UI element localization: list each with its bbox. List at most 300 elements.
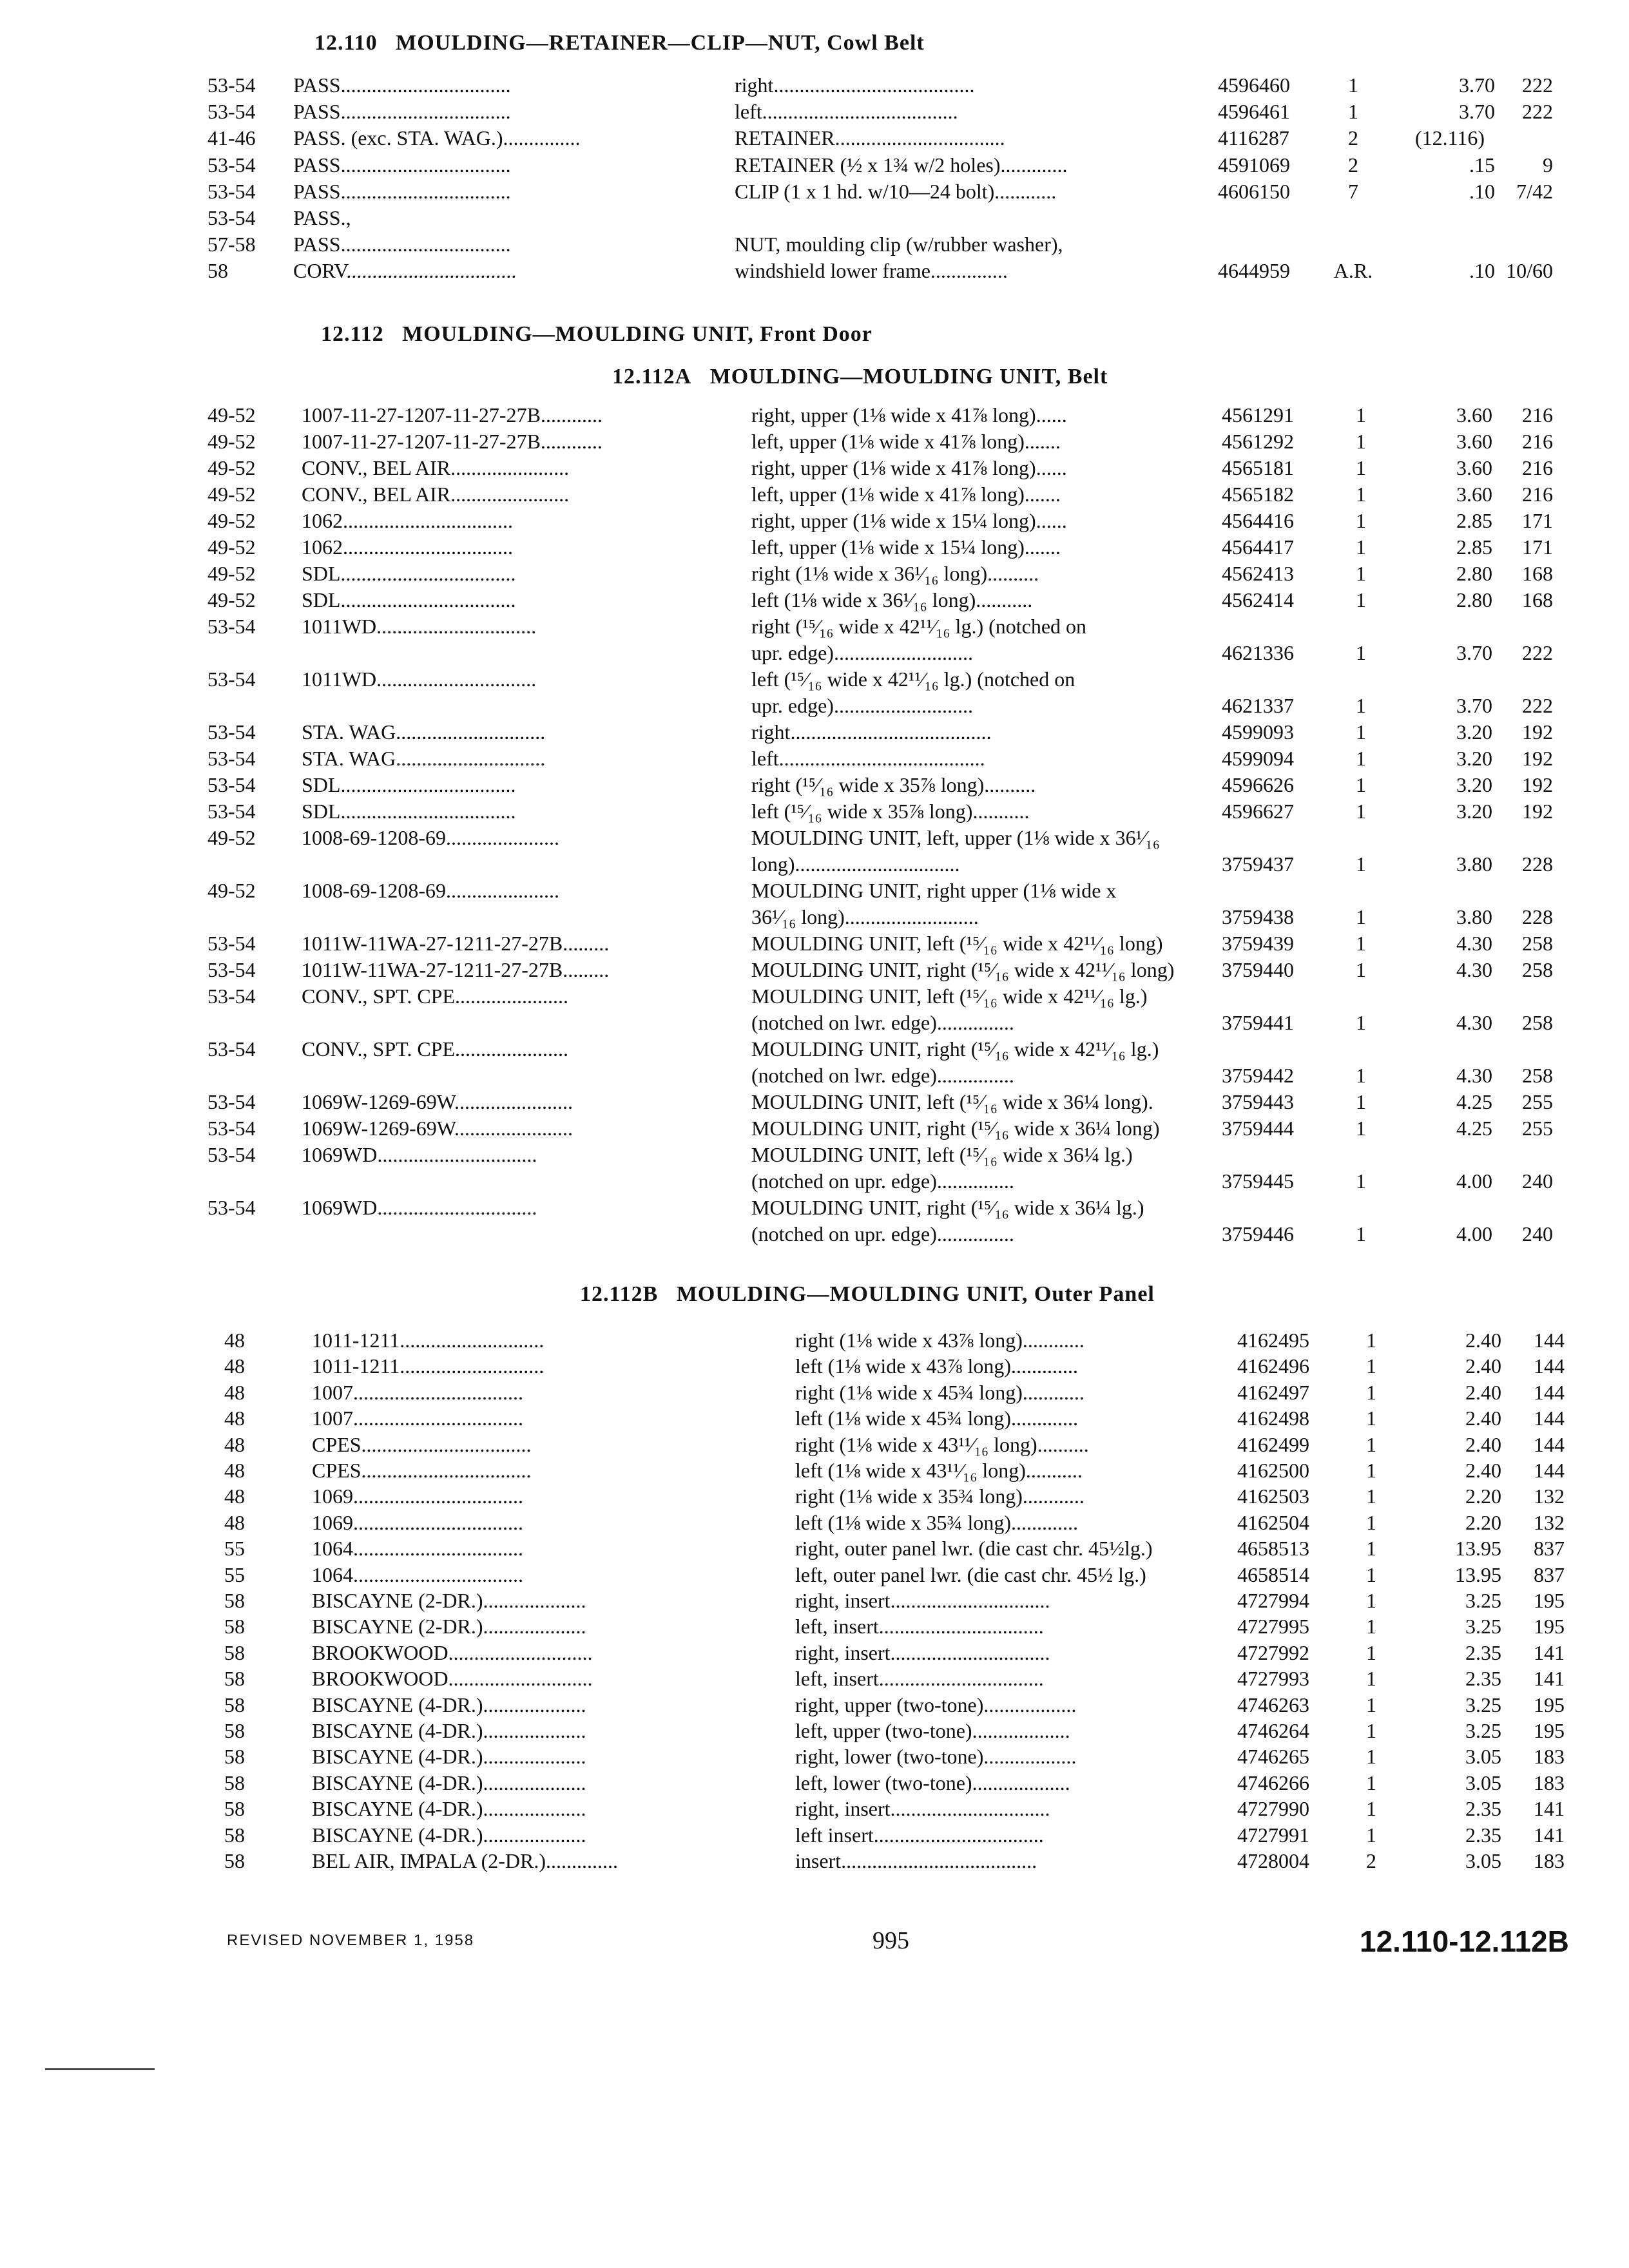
table-row bbox=[0, 1821, 1629, 1849]
body-model: CONV., SPT. CPE...................... bbox=[302, 985, 568, 1008]
quantity: 1 bbox=[1356, 483, 1366, 506]
list-price: 3.20 bbox=[1456, 720, 1492, 744]
part-number: 4621336 bbox=[1222, 641, 1294, 664]
part-description: RETAINER (½ x 1¾ w/2 holes)............. bbox=[735, 153, 1068, 177]
part-description: left (¹⁵⁄₁₆ wide x 42¹¹⁄₁₆ lg.) (notched on bbox=[751, 668, 1075, 691]
quantity: 1 bbox=[1366, 1745, 1376, 1769]
table-row bbox=[0, 1534, 1629, 1562]
table-row bbox=[0, 876, 1629, 905]
model-year: 53-54 bbox=[207, 1117, 256, 1140]
model-year: 53-54 bbox=[207, 1196, 256, 1219]
part-description: right, upper (1⅛ wide x 41⅞ long)...... bbox=[751, 403, 1067, 427]
list-price: 3.60 bbox=[1456, 403, 1492, 427]
table-row bbox=[0, 612, 1629, 640]
part-description: (notched on upr. edge)............... bbox=[751, 1169, 1014, 1193]
body-model: BROOKWOOD............................ bbox=[312, 1667, 593, 1691]
list-price: 2.20 bbox=[1465, 1510, 1501, 1534]
part-description: right (¹⁵⁄₁₆ wide x 42¹¹⁄₁₆ lg.) (notched on bbox=[751, 615, 1087, 638]
part-number: 3759441 bbox=[1222, 1011, 1294, 1034]
part-description: (notched on upr. edge)............... bbox=[751, 1222, 1014, 1245]
table-row bbox=[0, 1140, 1629, 1169]
model-year: 53-54 bbox=[207, 100, 256, 124]
body-model: CONV., BEL AIR....................... bbox=[302, 456, 570, 479]
list-price: 4.30 bbox=[1456, 1011, 1492, 1034]
package-price: 183 bbox=[1534, 1745, 1565, 1769]
quantity: 1 bbox=[1356, 1117, 1366, 1140]
quantity: 2 bbox=[1366, 1849, 1376, 1872]
table-row bbox=[0, 1378, 1629, 1407]
body-model: PASS................................. bbox=[293, 100, 511, 124]
model-year: 58 bbox=[224, 1823, 245, 1847]
package-price: 228 bbox=[1522, 852, 1553, 876]
part-description: (notched on lwr. edge)............... bbox=[751, 1011, 1014, 1034]
part-description: right, insert............................... bbox=[795, 1640, 1050, 1664]
quantity: 1 bbox=[1356, 1011, 1366, 1034]
model-year: 53-54 bbox=[207, 773, 256, 796]
part-number: 3759444 bbox=[1222, 1117, 1294, 1140]
body-model: 1008-69-1208-69...................... bbox=[302, 826, 559, 849]
body-model: PASS................................. bbox=[293, 153, 511, 177]
body-model: PASS................................. bbox=[293, 179, 511, 203]
page-footer bbox=[0, 1927, 1629, 1965]
table-row bbox=[0, 1008, 1629, 1037]
body-model: 1011WD............................... bbox=[302, 668, 537, 691]
quantity: 2 bbox=[1348, 153, 1358, 177]
list-price: 3.70 bbox=[1459, 73, 1495, 97]
table-row bbox=[0, 1167, 1629, 1195]
list-price: 2.40 bbox=[1465, 1380, 1501, 1404]
package-price: 171 bbox=[1522, 509, 1553, 532]
package-price: 168 bbox=[1522, 588, 1553, 611]
model-year: 48 bbox=[224, 1354, 245, 1378]
body-model: 1011W-11WA-27-1211-27-27B......... bbox=[302, 932, 610, 955]
list-price: 2.35 bbox=[1465, 1640, 1501, 1664]
quantity: 7 bbox=[1348, 179, 1358, 203]
body-model: PASS., bbox=[293, 206, 351, 229]
table-row bbox=[0, 533, 1629, 561]
table-row bbox=[0, 1664, 1629, 1693]
body-model: BISCAYNE (2-DR.).................... bbox=[312, 1589, 586, 1612]
table-row bbox=[0, 1220, 1629, 1248]
package-price: 144 bbox=[1534, 1407, 1565, 1430]
quantity: 1 bbox=[1356, 1222, 1366, 1245]
part-description: MOULDING UNIT, left (¹⁵⁄₁₆ wide x 42¹¹⁄₁₆ long) bbox=[751, 932, 1163, 955]
package-price: 195 bbox=[1534, 1589, 1565, 1612]
table-row bbox=[0, 97, 1629, 126]
body-model: 1007................................. bbox=[312, 1380, 523, 1404]
package-price: 240 bbox=[1522, 1222, 1553, 1245]
body-model: CPES................................. bbox=[312, 1459, 532, 1482]
part-description: right (1⅛ wide x 43¹¹⁄₁₆ long).......... bbox=[795, 1432, 1089, 1456]
table-row bbox=[0, 1088, 1629, 1116]
table-row bbox=[0, 1794, 1629, 1823]
part-number: 3759446 bbox=[1222, 1222, 1294, 1245]
scan-mark bbox=[45, 2068, 155, 2070]
section-title: MOULDING—RETAINER—CLIP—NUT, Cowl Belt bbox=[396, 31, 925, 55]
part-number: 4746264 bbox=[1237, 1719, 1309, 1742]
part-number: 4746266 bbox=[1237, 1771, 1309, 1794]
body-model: SDL.................................. bbox=[302, 800, 516, 823]
package-price: 240 bbox=[1522, 1169, 1553, 1193]
list-price: 4.30 bbox=[1456, 958, 1492, 981]
table-row bbox=[0, 177, 1629, 206]
list-price: 4.30 bbox=[1456, 1064, 1492, 1087]
table-row bbox=[0, 1430, 1629, 1459]
package-price: 132 bbox=[1534, 1510, 1565, 1534]
table-row bbox=[0, 124, 1629, 152]
table-row bbox=[0, 1114, 1629, 1142]
part-number: 4746265 bbox=[1237, 1745, 1309, 1769]
list-price: 3.25 bbox=[1465, 1589, 1501, 1612]
table-row bbox=[0, 1482, 1629, 1510]
table-row bbox=[0, 929, 1629, 957]
section-title: MOULDING—MOULDING UNIT, Belt bbox=[709, 365, 1108, 389]
part-description: MOULDING UNIT, right (¹⁵⁄₁₆ wide x 42¹¹⁄₁₆ lg.) bbox=[751, 1037, 1159, 1061]
body-model: 1062................................. bbox=[302, 535, 513, 559]
model-year: 53-54 bbox=[207, 1143, 256, 1166]
part-description: right (¹⁵⁄₁₆ wide x 35⅞ long).......... bbox=[751, 773, 1036, 796]
body-model: 1069W-1269-69W....................... bbox=[302, 1090, 574, 1113]
part-number: 4644959 bbox=[1218, 259, 1290, 283]
package-price: 192 bbox=[1522, 720, 1553, 744]
quantity: 1 bbox=[1366, 1640, 1376, 1664]
part-description: long)................................ bbox=[751, 852, 960, 876]
package-price: 141 bbox=[1534, 1823, 1565, 1847]
model-year: 49-52 bbox=[207, 483, 256, 506]
body-model: SDL.................................. bbox=[302, 773, 516, 796]
part-description: right (1⅛ wide x 45¾ long)............ bbox=[795, 1380, 1084, 1404]
quantity: 1 bbox=[1356, 1169, 1366, 1193]
model-year: 58 bbox=[207, 259, 228, 283]
model-year: 57-58 bbox=[207, 233, 256, 256]
part-number: 4596461 bbox=[1218, 100, 1290, 124]
body-model: 1064................................. bbox=[312, 1537, 523, 1561]
body-model: BISCAYNE (4-DR.).................... bbox=[312, 1823, 586, 1847]
model-year: 58 bbox=[224, 1589, 245, 1612]
part-number: 4658513 bbox=[1237, 1537, 1309, 1561]
list-price: 2.80 bbox=[1456, 588, 1492, 611]
model-year: 48 bbox=[224, 1380, 245, 1404]
body-model: SDL.................................. bbox=[302, 588, 516, 611]
list-price: 2.20 bbox=[1465, 1485, 1501, 1508]
package-price: 258 bbox=[1522, 958, 1553, 981]
part-description: left, upper (1⅛ wide x 41⅞ long)....... bbox=[751, 483, 1061, 506]
model-year: 53-54 bbox=[207, 615, 256, 638]
body-model: PASS................................. bbox=[293, 233, 511, 256]
table-row bbox=[0, 1639, 1629, 1667]
part-description: MOULDING UNIT, right (¹⁵⁄₁₆ wide x 36¼ lg.) bbox=[751, 1196, 1144, 1219]
part-description: MOULDING UNIT, right (¹⁵⁄₁₆ wide x 42¹¹⁄₁₆ long) bbox=[751, 958, 1175, 981]
model-year: 53-54 bbox=[207, 720, 256, 744]
quantity: 1 bbox=[1356, 720, 1366, 744]
part-description: right, outer panel lwr. (die cast chr. 45½lg.) bbox=[795, 1537, 1153, 1561]
part-number: 4162498 bbox=[1237, 1407, 1309, 1430]
quantity: A.R. bbox=[1333, 259, 1373, 283]
list-price: 3.20 bbox=[1456, 747, 1492, 770]
model-year: 53-54 bbox=[207, 73, 256, 97]
package-price: 216 bbox=[1522, 456, 1553, 479]
table-row bbox=[0, 1561, 1629, 1589]
part-number: 4606150 bbox=[1218, 179, 1290, 203]
quantity: 1 bbox=[1356, 905, 1366, 928]
part-description: RETAINER................................. bbox=[735, 126, 1005, 150]
list-price: .10 bbox=[1469, 259, 1495, 283]
quantity: 1 bbox=[1366, 1562, 1376, 1586]
body-model: 1011WD............................... bbox=[302, 615, 537, 638]
table-row bbox=[0, 230, 1629, 258]
quantity: 1 bbox=[1366, 1510, 1376, 1534]
package-price: 144 bbox=[1534, 1459, 1565, 1482]
part-number: 4746263 bbox=[1237, 1693, 1309, 1716]
body-model: 1011-1211............................ bbox=[312, 1329, 545, 1352]
part-number: 4727991 bbox=[1237, 1823, 1309, 1847]
list-price: 3.70 bbox=[1456, 641, 1492, 664]
quantity: 1 bbox=[1356, 403, 1366, 427]
list-price: 13.95 bbox=[1455, 1537, 1501, 1561]
list-price: 3.60 bbox=[1456, 483, 1492, 506]
list-price: 13.95 bbox=[1455, 1562, 1501, 1586]
quantity: 1 bbox=[1366, 1380, 1376, 1404]
model-year: 58 bbox=[224, 1667, 245, 1691]
table-row bbox=[0, 151, 1629, 179]
part-description: left (1⅛ wide x 35¾ long)............. bbox=[795, 1510, 1079, 1534]
table-row bbox=[0, 903, 1629, 931]
list-price: .10 bbox=[1469, 179, 1495, 203]
table-row bbox=[0, 506, 1629, 535]
body-model: BISCAYNE (4-DR.).................... bbox=[312, 1797, 586, 1821]
list-price: 3.05 bbox=[1465, 1745, 1501, 1769]
model-year: 48 bbox=[224, 1510, 245, 1534]
part-description: 36¹⁄₁₆ long).......................... bbox=[751, 905, 979, 928]
quantity: 1 bbox=[1356, 641, 1366, 664]
list-price: 3.80 bbox=[1456, 905, 1492, 928]
list-price: (12.116) bbox=[1414, 126, 1485, 150]
model-year: 49-52 bbox=[207, 562, 256, 585]
table-row bbox=[0, 1847, 1629, 1875]
table-row bbox=[0, 586, 1629, 614]
table-row bbox=[0, 956, 1629, 984]
part-description: right, insert............................... bbox=[795, 1797, 1050, 1821]
part-description: MOULDING UNIT, left, upper (1⅛ wide x 36¹⁄₁₆ bbox=[751, 826, 1160, 849]
table-row bbox=[0, 639, 1629, 667]
package-price: 837 bbox=[1534, 1562, 1565, 1586]
quantity: 1 bbox=[1356, 562, 1366, 585]
quantity: 1 bbox=[1356, 509, 1366, 532]
page-number: 995 bbox=[872, 1927, 909, 1954]
model-year: 53-54 bbox=[207, 179, 256, 203]
table-row bbox=[0, 1404, 1629, 1432]
part-description: left, lower (two-tone)................... bbox=[795, 1771, 1070, 1794]
part-number: 4658514 bbox=[1237, 1562, 1309, 1586]
model-year: 49-52 bbox=[207, 879, 256, 902]
model-year: 53-54 bbox=[207, 206, 256, 229]
table-row bbox=[0, 1035, 1629, 1063]
quantity: 1 bbox=[1356, 1064, 1366, 1087]
part-number: 4727993 bbox=[1237, 1667, 1309, 1691]
part-description: left, upper (two-tone)................... bbox=[795, 1719, 1070, 1742]
body-model: CONV., BEL AIR....................... bbox=[302, 483, 570, 506]
list-price: 3.25 bbox=[1465, 1615, 1501, 1639]
body-model: 1007-11-27-1207-11-27-27B............ bbox=[302, 430, 602, 453]
part-description: upr. edge)........................... bbox=[751, 641, 973, 664]
model-year: 49-52 bbox=[207, 588, 256, 611]
part-description: right, insert............................... bbox=[795, 1589, 1050, 1612]
list-price: 4.00 bbox=[1456, 1222, 1492, 1245]
list-price: 4.25 bbox=[1456, 1117, 1492, 1140]
table-row bbox=[0, 1193, 1629, 1222]
table-row bbox=[0, 1769, 1629, 1797]
part-number: 4727995 bbox=[1237, 1615, 1309, 1639]
table-row bbox=[0, 665, 1629, 693]
model-year: 48 bbox=[224, 1432, 245, 1456]
model-year: 53-54 bbox=[207, 153, 256, 177]
list-price: 3.20 bbox=[1456, 800, 1492, 823]
package-price: 255 bbox=[1522, 1117, 1553, 1140]
package-price: 222 bbox=[1522, 641, 1553, 664]
part-number: 4621337 bbox=[1222, 694, 1294, 717]
part-description: windshield lower frame............... bbox=[735, 259, 1008, 283]
part-number: 4565182 bbox=[1222, 483, 1294, 506]
model-year: 53-54 bbox=[207, 985, 256, 1008]
part-description: right (1⅛ wide x 36¹⁄₁₆ long).......... bbox=[751, 562, 1039, 585]
part-number: 4596626 bbox=[1222, 773, 1294, 796]
quantity: 1 bbox=[1366, 1354, 1376, 1378]
quantity: 1 bbox=[1366, 1329, 1376, 1352]
table-row bbox=[0, 559, 1629, 588]
table-row bbox=[0, 1742, 1629, 1771]
table-row bbox=[0, 718, 1629, 746]
package-price: 216 bbox=[1522, 483, 1553, 506]
list-price: 2.85 bbox=[1456, 535, 1492, 559]
model-year: 48 bbox=[224, 1329, 245, 1352]
model-year: 58 bbox=[224, 1640, 245, 1664]
model-year: 58 bbox=[224, 1797, 245, 1821]
quantity: 1 bbox=[1366, 1771, 1376, 1794]
part-description: left (1⅛ wide x 36¹⁄₁₆ long)........... bbox=[751, 588, 1033, 611]
package-price: 195 bbox=[1534, 1719, 1565, 1742]
package-price: 258 bbox=[1522, 1011, 1553, 1034]
list-price: 2.85 bbox=[1456, 509, 1492, 532]
quantity: 1 bbox=[1366, 1693, 1376, 1716]
part-description: right, upper (1⅛ wide x 15¼ long)...... bbox=[751, 509, 1067, 532]
part-description: insert...................................... bbox=[795, 1849, 1037, 1872]
part-number: 4561292 bbox=[1222, 430, 1294, 453]
list-price: 3.60 bbox=[1456, 456, 1492, 479]
model-year: 55 bbox=[224, 1562, 245, 1586]
part-number: 3759440 bbox=[1222, 958, 1294, 981]
section-range: 12.110-12.112B bbox=[1360, 1925, 1569, 1958]
model-year: 49-52 bbox=[207, 430, 256, 453]
section-heading-12-112a bbox=[612, 365, 1108, 389]
list-price: 2.40 bbox=[1465, 1329, 1501, 1352]
part-description: MOULDING UNIT, left (¹⁵⁄₁₆ wide x 36¼ long). bbox=[751, 1090, 1153, 1113]
part-number: 4562413 bbox=[1222, 562, 1294, 585]
model-year: 53-54 bbox=[207, 800, 256, 823]
table-row bbox=[0, 771, 1629, 799]
table-row bbox=[0, 71, 1629, 99]
quantity: 1 bbox=[1356, 456, 1366, 479]
part-number: 3759439 bbox=[1222, 932, 1294, 955]
part-number: 4727994 bbox=[1237, 1589, 1309, 1612]
part-description: right....................................... bbox=[751, 720, 992, 744]
table-row bbox=[0, 982, 1629, 1010]
list-price: 3.25 bbox=[1465, 1693, 1501, 1716]
package-price: 10/60 bbox=[1506, 259, 1553, 283]
part-number: 4599093 bbox=[1222, 720, 1294, 744]
part-description: MOULDING UNIT, right upper (1⅛ wide x bbox=[751, 879, 1117, 902]
list-price: 2.40 bbox=[1465, 1407, 1501, 1430]
part-description: right, upper (1⅛ wide x 41⅞ long)...... bbox=[751, 456, 1067, 479]
section-number: 12.112A bbox=[612, 365, 692, 389]
body-model: BROOKWOOD............................ bbox=[312, 1640, 593, 1664]
part-number: 4727992 bbox=[1237, 1640, 1309, 1664]
list-price: 2.40 bbox=[1465, 1354, 1501, 1378]
quantity: 1 bbox=[1356, 588, 1366, 611]
model-year: 41-46 bbox=[207, 126, 256, 150]
section-heading-12-110 bbox=[314, 31, 925, 55]
part-description: MOULDING UNIT, right (¹⁵⁄₁₆ wide x 36¼ long) bbox=[751, 1117, 1160, 1140]
table-row bbox=[0, 744, 1629, 773]
table-row bbox=[0, 797, 1629, 825]
package-price: 216 bbox=[1522, 430, 1553, 453]
quantity: 1 bbox=[1348, 100, 1358, 124]
table-row bbox=[0, 691, 1629, 720]
part-number: 3759437 bbox=[1222, 852, 1294, 876]
body-model: PASS................................. bbox=[293, 73, 511, 97]
body-model: BISCAYNE (2-DR.).................... bbox=[312, 1615, 586, 1639]
table-row bbox=[0, 1508, 1629, 1537]
package-price: 258 bbox=[1522, 932, 1553, 955]
model-year: 48 bbox=[224, 1407, 245, 1430]
list-price: 3.25 bbox=[1465, 1719, 1501, 1742]
list-price: 2.80 bbox=[1456, 562, 1492, 585]
model-year: 58 bbox=[224, 1719, 245, 1742]
part-number: 4727990 bbox=[1237, 1797, 1309, 1821]
table-row bbox=[0, 1352, 1629, 1380]
list-price: 4.30 bbox=[1456, 932, 1492, 955]
part-number: 4162504 bbox=[1237, 1510, 1309, 1534]
body-model: 1069WD............................... bbox=[302, 1196, 537, 1219]
part-number: 4599094 bbox=[1222, 747, 1294, 770]
part-description: left (1⅛ wide x 43⅞ long)............. bbox=[795, 1354, 1079, 1378]
body-model: STA. WAG............................. bbox=[302, 720, 546, 744]
package-price: 144 bbox=[1534, 1329, 1565, 1352]
model-year: 53-54 bbox=[207, 932, 256, 955]
package-price: 141 bbox=[1534, 1797, 1565, 1821]
part-number: 3759443 bbox=[1222, 1090, 1294, 1113]
quantity: 1 bbox=[1356, 932, 1366, 955]
package-price: 258 bbox=[1522, 1064, 1553, 1087]
body-model: 1011-1211............................ bbox=[312, 1354, 545, 1378]
package-price: 141 bbox=[1534, 1667, 1565, 1691]
model-year: 53-54 bbox=[207, 1090, 256, 1113]
body-model: 1064................................. bbox=[312, 1562, 523, 1586]
body-model: BISCAYNE (4-DR.).................... bbox=[312, 1719, 586, 1742]
table-row bbox=[0, 1061, 1629, 1090]
quantity: 1 bbox=[1366, 1407, 1376, 1430]
model-year: 53-54 bbox=[207, 958, 256, 981]
package-price: 171 bbox=[1522, 535, 1553, 559]
part-number: 3759438 bbox=[1222, 905, 1294, 928]
part-number: 4562414 bbox=[1222, 588, 1294, 611]
part-number: 4565181 bbox=[1222, 456, 1294, 479]
quantity: 1 bbox=[1356, 747, 1366, 770]
body-model: 1008-69-1208-69...................... bbox=[302, 879, 559, 902]
package-price: 141 bbox=[1534, 1640, 1565, 1664]
table-row bbox=[0, 256, 1629, 285]
quantity: 1 bbox=[1366, 1485, 1376, 1508]
part-number: 4564416 bbox=[1222, 509, 1294, 532]
